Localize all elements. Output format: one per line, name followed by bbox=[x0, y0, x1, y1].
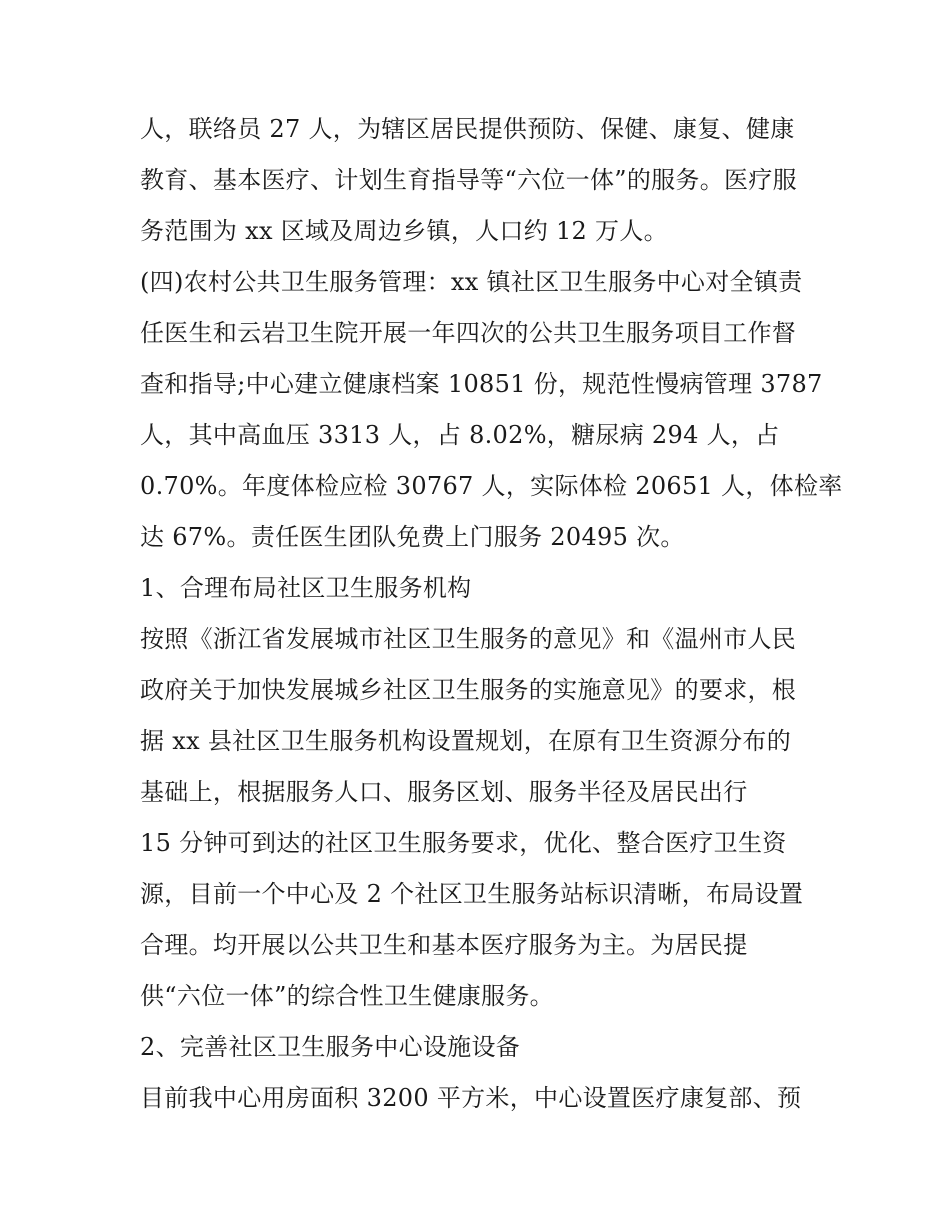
paragraph-line: 供“六位一体”的综合性卫生健康服务。 bbox=[140, 982, 554, 1010]
paragraph-line: 任医生和云岩卫生院开展一年四次的公共卫生服务项目工作督 bbox=[140, 319, 797, 347]
subheading-1: 1、合理布局社区卫生服务机构 bbox=[140, 574, 472, 602]
paragraph-line: 据 xx 县社区卫生服务机构设置规划，在原有卫生资源分布的 bbox=[140, 727, 792, 755]
section-heading-line: (四)农村公共卫生服务管理：xx 镇社区卫生服务中心对全镇责 bbox=[140, 268, 803, 296]
paragraph-line: 基础上，根据服务人口、服务区划、服务半径及居民出行 bbox=[140, 778, 748, 806]
paragraph-line: 目前我中心用房面积 3200 平方米，中心设置医疗康复部、预 bbox=[140, 1084, 802, 1112]
paragraph-line: 源，目前一个中心及 2 个社区卫生服务站标识清晰，布局设置 bbox=[140, 880, 804, 908]
paragraph-line: 0.70%。年度体检应检 30767 人，实际体检 20651 人，体检率 bbox=[140, 472, 843, 500]
paragraph-line: 政府关于加快发展城乡社区卫生服务的实施意见》的要求，根 bbox=[140, 676, 797, 704]
subheading-2: 2、完善社区卫生服务中心设施设备 bbox=[140, 1033, 521, 1061]
paragraph-line: 查和指导;中心建立健康档案 10851 份，规范性慢病管理 3787 bbox=[140, 370, 823, 398]
paragraph-line: 务范围为 xx 区域及周边乡镇，人口约 12 万人。 bbox=[140, 217, 668, 245]
paragraph-line: 教育、基本医疗、计划生育指导等“六位一体”的服务。医疗服 bbox=[140, 166, 797, 194]
paragraph-line: 按照《浙江省发展城市社区卫生服务的意见》和《温州市人民 bbox=[140, 625, 797, 653]
paragraph-line: 15 分钟可到达的社区卫生服务要求，优化、整合医疗卫生资 bbox=[140, 829, 787, 857]
paragraph-line: 人，联络员 27 人，为辖区居民提供预防、保健、康复、健康 bbox=[140, 115, 795, 143]
paragraph-line: 人，其中高血压 3313 人，占 8.02%，糖尿病 294 人，占 bbox=[140, 421, 780, 449]
paragraph-line: 达 67%。责任医生团队免费上门服务 20495 次。 bbox=[140, 523, 685, 551]
paragraph-line: 合理。均开展以公共卫生和基本医疗服务为主。为居民提 bbox=[140, 931, 748, 959]
